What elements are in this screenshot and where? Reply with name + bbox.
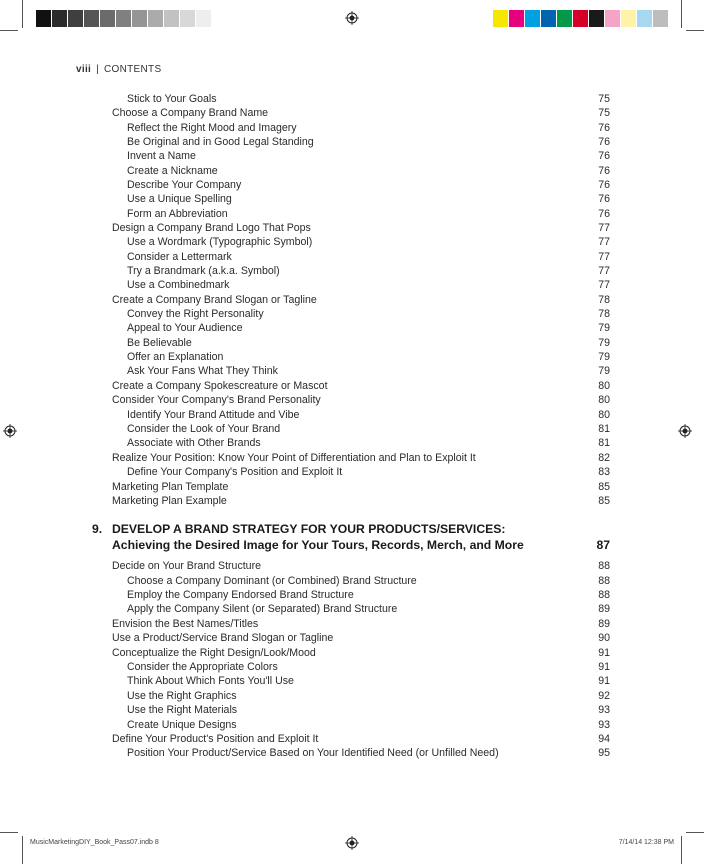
toc-entry-page: 93 [598, 704, 610, 716]
toc-entry-page: 93 [598, 719, 610, 731]
gray-swatch [116, 10, 132, 27]
toc-entry-page: 89 [598, 603, 610, 615]
toc-entry[interactable] [0, 422, 704, 436]
footer-timestamp: 7/14/14 12:38 PM [618, 839, 674, 846]
toc-entry-page: 95 [598, 747, 610, 759]
toc-entry-page: 79 [598, 365, 610, 377]
toc-entry-page: 88 [598, 560, 610, 572]
crop-mark [0, 30, 18, 31]
toc-entry[interactable] [0, 264, 704, 278]
crop-mark [22, 836, 23, 864]
toc-entry-page: 77 [598, 236, 610, 248]
crop-mark [681, 836, 682, 864]
toc-entry[interactable] [0, 732, 704, 746]
toc-entry-page: 76 [598, 208, 610, 220]
toc-entry[interactable] [0, 646, 704, 660]
color-swatch [589, 10, 605, 27]
toc-entry[interactable] [0, 631, 704, 645]
crop-mark [681, 0, 682, 28]
toc-entry[interactable] [0, 408, 704, 422]
color-swatch [573, 10, 589, 27]
chapter-page: 87 [596, 538, 610, 552]
toc-entry-page: 79 [598, 351, 610, 363]
toc-entry[interactable] [0, 321, 704, 335]
footer-file-slug: MusicMarketingDIY_Book_Pass07.indb 8 [30, 839, 159, 846]
toc-entry-title: Conceptualize the Right Design/Look/Mood [112, 647, 316, 659]
header-page-number: viii [76, 64, 92, 75]
toc-entry-page: 77 [598, 251, 610, 263]
toc-entry-page: 82 [598, 452, 610, 464]
toc-entry[interactable] [0, 674, 704, 688]
color-calibration-bar [493, 10, 669, 27]
gray-swatch [132, 10, 148, 27]
toc-entry-title: Consider the Appropriate Colors [127, 661, 278, 673]
gray-swatch [100, 10, 116, 27]
toc-entry[interactable] [0, 436, 704, 450]
toc-entry[interactable] [0, 379, 704, 393]
color-swatch [653, 10, 669, 27]
toc-entry-title: Associate with Other Brands [127, 437, 261, 449]
toc-entry-title: Be Believable [127, 337, 192, 349]
toc-entry-title: Use the Right Materials [127, 704, 238, 716]
toc-entry-title: Think About Which Fonts You'll Use [127, 675, 294, 687]
toc-entry-title: Choose a Company Dominant (or Combined) Brand Structure [127, 575, 417, 587]
toc-entry-title: Try a Brandmark (a.k.a. Symbol) [127, 265, 280, 277]
toc-entry[interactable] [0, 121, 704, 135]
toc-entry-page: 76 [598, 122, 610, 134]
toc-entry-page: 79 [598, 337, 610, 349]
gray-swatch [52, 10, 68, 27]
toc-entry-page: 79 [598, 322, 610, 334]
toc-entry-title: Create Unique Designs [127, 719, 237, 731]
color-swatch [605, 10, 621, 27]
toc-entry[interactable] [0, 293, 704, 307]
toc-entry[interactable] [0, 689, 704, 703]
crop-mark [686, 30, 704, 31]
toc-entry-page: 78 [598, 294, 610, 306]
gray-swatch [68, 10, 84, 27]
toc-entry-title: Choose a Company Brand Name [112, 107, 269, 119]
gray-swatch [148, 10, 164, 27]
toc-entry-page: 81 [598, 423, 610, 435]
crop-mark [0, 832, 18, 833]
toc-entry-title: Consider Your Company's Brand Personality [112, 394, 321, 406]
toc-entry[interactable] [0, 588, 704, 602]
toc-entry-page: 88 [598, 589, 610, 601]
toc-entry-title: Stick to Your Goals [127, 93, 217, 105]
toc-entry-page: 91 [598, 647, 610, 659]
color-swatch [541, 10, 557, 27]
toc-entry-page: 88 [598, 575, 610, 587]
toc-entry-title: Envision the Best Names/Titles [112, 618, 259, 630]
toc-entry-title: Use a Product/Service Brand Slogan or Tagline [112, 632, 334, 644]
color-swatch [493, 10, 509, 27]
toc-entry-title: Consider the Look of Your Brand [127, 423, 281, 435]
running-header [76, 64, 161, 75]
toc-entry-page: 91 [598, 661, 610, 673]
toc-entry-page: 78 [598, 308, 610, 320]
toc-entry-title: Convey the Right Personality [127, 308, 264, 320]
toc-entry-page: 83 [598, 466, 610, 478]
gray-swatch [196, 10, 212, 27]
toc-entry-page: 85 [598, 495, 610, 507]
toc-entry[interactable] [0, 480, 704, 494]
toc-entry-title: Appeal to Your Audience [127, 322, 243, 334]
color-swatch [557, 10, 573, 27]
toc-entry-title: Employ the Company Endorsed Brand Structure [127, 589, 354, 601]
toc-entry[interactable] [0, 574, 704, 588]
toc-entry[interactable] [0, 278, 704, 292]
toc-entry[interactable] [0, 602, 704, 616]
toc-entry[interactable] [0, 336, 704, 350]
toc-entry-title: Use a Combinedmark [127, 279, 230, 291]
registration-mark-icon [345, 11, 359, 25]
toc-entry-title: Offer an Explanation [127, 351, 224, 363]
toc-entry-title: Create a Company Spokescreature or Mascot [112, 380, 328, 392]
toc-entry[interactable] [0, 465, 704, 479]
toc-entry[interactable] [0, 494, 704, 508]
gray-swatch [180, 10, 196, 27]
toc-entry[interactable] [0, 221, 704, 235]
chapter-heading[interactable] [0, 522, 704, 539]
toc-entry[interactable] [0, 235, 704, 249]
toc-entry-title: Be Original and in Good Legal Standing [127, 136, 314, 148]
toc-entry-page: 85 [598, 481, 610, 493]
toc-entry[interactable] [0, 135, 704, 149]
chapter-number: 9. [92, 522, 103, 536]
toc-entry-page: 90 [598, 632, 610, 644]
toc-entry-page: 94 [598, 733, 610, 745]
toc-entry-page: 76 [598, 165, 610, 177]
toc-entry-title: Describe Your Company [127, 179, 242, 191]
toc-entry-title: Form an Abbreviation [127, 208, 228, 220]
toc-entry[interactable] [0, 192, 704, 206]
toc-entry-page: 80 [598, 380, 610, 392]
toc-entry[interactable] [0, 164, 704, 178]
chapter-subtitle-row[interactable] [0, 538, 704, 555]
toc-entry[interactable] [0, 106, 704, 120]
toc-entry-title: Use a Unique Spelling [127, 193, 232, 205]
toc-entry-title: Apply the Company Silent (or Separated) Brand Structure [127, 603, 398, 615]
toc-entry-title: Reflect the Right Mood and Imagery [127, 122, 297, 134]
toc-entry-page: 77 [598, 265, 610, 277]
toc-entry-page: 77 [598, 279, 610, 291]
header-separator: | [96, 64, 100, 75]
color-swatch [621, 10, 637, 27]
toc-entry-page: 80 [598, 409, 610, 421]
crop-mark [686, 832, 704, 833]
grayscale-calibration-bar [36, 10, 212, 27]
toc-entry-title: Identify Your Brand Attitude and Vibe [127, 409, 300, 421]
toc-entry-page: 80 [598, 394, 610, 406]
toc-entry-title: Marketing Plan Example [112, 495, 227, 507]
color-swatch [525, 10, 541, 27]
toc-entry-page: 77 [598, 222, 610, 234]
toc-entry-page: 76 [598, 179, 610, 191]
toc-entry[interactable] [0, 178, 704, 192]
toc-entry-page: 76 [598, 150, 610, 162]
toc-entry-title: Define Your Company's Position and Exploit It [127, 466, 343, 478]
crop-mark [22, 0, 23, 28]
toc-entry[interactable] [0, 746, 704, 760]
toc-entry[interactable] [0, 393, 704, 407]
toc-entry[interactable] [0, 617, 704, 631]
toc-entry[interactable] [0, 451, 704, 465]
toc-entry-page: 91 [598, 675, 610, 687]
chapter-title: DEVELOP A BRAND STRATEGY FOR YOUR PRODUCTS/SERVICES: [112, 522, 506, 536]
toc-entry[interactable] [0, 350, 704, 364]
toc-entry-page: 89 [598, 618, 610, 630]
toc-entry-title: Position Your Product/Service Based on Your Identified Need (or Unfilled Need) [127, 747, 499, 759]
gray-swatch [36, 10, 52, 27]
toc-entry-title: Use a Wordmark (Typographic Symbol) [127, 236, 313, 248]
header-section: CONTENTS [104, 64, 162, 75]
toc-entry[interactable] [0, 250, 704, 264]
toc-entry-page: 76 [598, 193, 610, 205]
toc-entry-title: Define Your Product's Position and Exploit It [112, 733, 319, 745]
color-swatch [509, 10, 525, 27]
toc-entry-page: 76 [598, 136, 610, 148]
toc-entry-title: Realize Your Position: Know Your Point of Differentiation and Plan to Exploit It [112, 452, 476, 464]
toc-entry-title: Consider a Lettermark [127, 251, 232, 263]
chapter-subtitle: Achieving the Desired Image for Your Tours, Records, Merch, and More [112, 538, 524, 552]
toc-entry[interactable] [0, 559, 704, 573]
toc-entry-title: Ask Your Fans What They Think [127, 365, 278, 377]
toc-entry-title: Decide on Your Brand Structure [112, 560, 261, 572]
registration-mark-icon [345, 836, 359, 850]
toc-entry-title: Marketing Plan Template [112, 481, 229, 493]
toc-entry-title: Create a Nickname [127, 165, 218, 177]
toc-entry-page: 75 [598, 107, 610, 119]
toc-entry[interactable] [0, 660, 704, 674]
toc-entry[interactable] [0, 307, 704, 321]
toc-entry[interactable] [0, 207, 704, 221]
toc-entry-title: Use the Right Graphics [127, 690, 237, 702]
toc-entry-page: 92 [598, 690, 610, 702]
toc-entry-page: 81 [598, 437, 610, 449]
toc-entry[interactable] [0, 92, 704, 106]
color-swatch [637, 10, 653, 27]
toc-entry[interactable] [0, 703, 704, 717]
gray-swatch [164, 10, 180, 27]
toc-entry-title: Create a Company Brand Slogan or Tagline [112, 294, 317, 306]
toc-entry[interactable] [0, 149, 704, 163]
gray-swatch [84, 10, 100, 27]
toc-entry-title: Invent a Name [127, 150, 196, 162]
toc-entry[interactable] [0, 718, 704, 732]
toc-entry[interactable] [0, 364, 704, 378]
toc-entry-page: 75 [598, 93, 610, 105]
toc-entry-title: Design a Company Brand Logo That Pops [112, 222, 311, 234]
